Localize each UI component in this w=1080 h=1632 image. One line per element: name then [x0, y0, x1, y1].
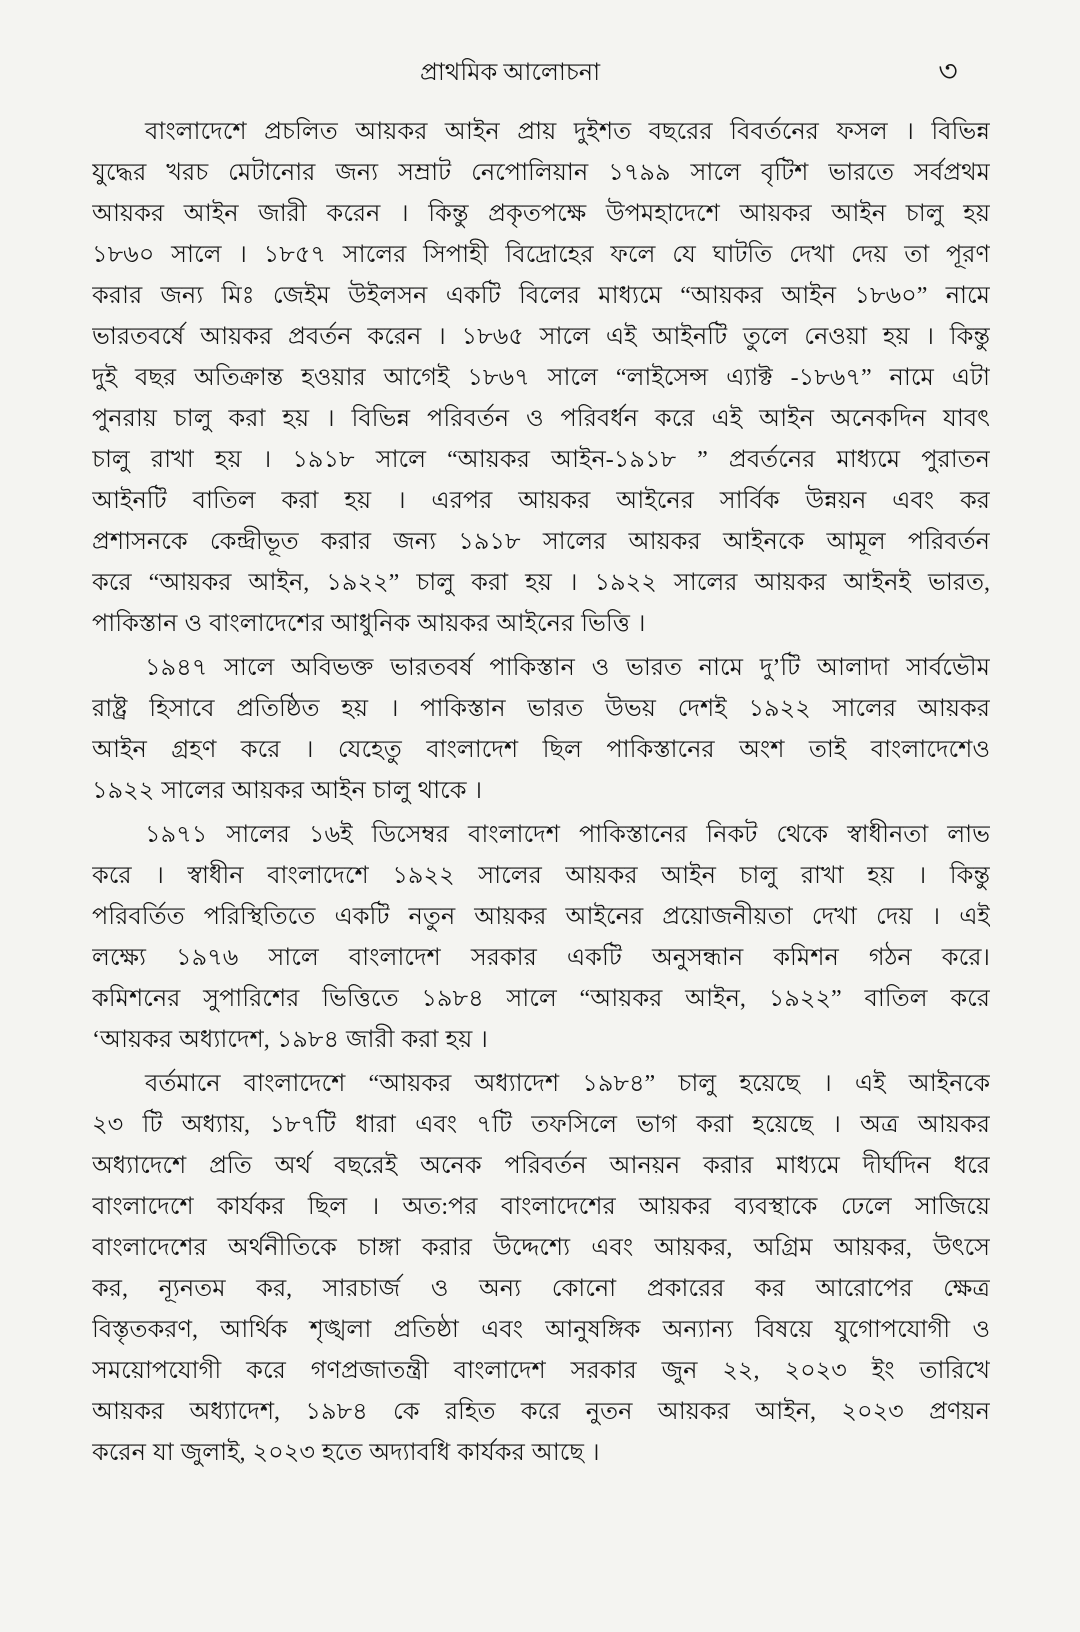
- text-line: করেন যা জুলাই, ২০২৩ হতে অদ্যাবধি কার্যকর আছে ।: [92, 1440, 600, 1466]
- text-line: পাকিস্তান ও বাংলাদেশের আধুনিক আয়কর আইনের ভিত্তি ।: [92, 611, 646, 637]
- text-line: ১৯৪৭ সালে অবিভক্ত ভারতবর্ষ পাকিস্তান ও ভারত নামে দু’টি আলাদা সার্বভৌম: [145, 655, 990, 681]
- text-line: লক্ষ্যে ১৯৭৬ সালে বাংলাদেশ সরকার একটি অনুসন্ধান কমিশন গঠন করে।: [92, 945, 990, 971]
- paragraph-2: [92, 648, 990, 812]
- text-line: করার জন্য মিঃ জেইম উইলসন একটি বিলের মাধ্যমে “আয়কর আইন ১৮৬০” নামে: [92, 283, 990, 309]
- text-line: কমিশনের সুপারিশের ভিত্তিতে ১৯৮৪ সালে “আয়কর আইন, ১৯২২” বাতিল করে: [92, 986, 990, 1012]
- page-number: ৩: [938, 55, 958, 88]
- paragraph-4: [92, 1064, 990, 1474]
- text-line: বাংলাদেশে কার্যকর ছিল । অত:পর বাংলাদেশের আয়কর ব্যবস্থাকে ঢেলে সাজিয়ে: [92, 1194, 990, 1220]
- body-text: [92, 112, 990, 1477]
- text-line: চালু রাখা হয় । ১৯১৮ সালে “আয়কর আইন-১৯১৮ ” প্রবর্তনের মাধ্যমে পুরাতন: [92, 447, 990, 473]
- text-line: ১৯৭১ সালের ১৬ই ডিসেম্বর বাংলাদেশ পাকিস্তানের নিকট থেকে স্বাধীনতা লাভ: [145, 822, 990, 848]
- text-line: বিস্তৃতকরণ, আর্থিক শৃঙ্খলা প্রতিষ্ঠা এবং আনুষঙ্গিক অন্যান্য বিষয়ে যুগোপযোগী ও: [92, 1317, 990, 1343]
- text-line: পুনরায় চালু করা হয় । বিভিন্ন পরিবর্তন ও পরিবর্ধন করে এই আইন অনেকদিন যাবৎ: [92, 406, 990, 432]
- text-line: বাংলাদেশের অর্থনীতিকে চাঙ্গা করার উদ্দেশ্যে এবং আয়কর, অগ্রিম আয়কর, উৎসে: [92, 1235, 990, 1261]
- running-header-title: প্রাথমিক আলোচনা: [419, 60, 601, 86]
- text-line: প্রশাসনকে কেন্দ্রীভূত করার জন্য ১৯১৮ সালের আয়কর আইনকে আমূল পরিবর্তন: [92, 529, 990, 555]
- text-line: অধ্যাদেশে প্রতি অর্থ বছরেই অনেক পরিবর্তন আনয়ন করার মাধ্যমে দীর্ঘদিন ধরে: [92, 1153, 990, 1179]
- text-line: ‘আয়কর অধ্যাদেশ, ১৯৮৪ জারী করা হয় ।: [92, 1027, 488, 1053]
- paragraph-3: [92, 815, 990, 1061]
- text-line: বাংলাদেশে প্রচলিত আয়কর আইন প্রায় দুইশত বছরের বিবর্তনের ফসল । বিভিন্ন: [145, 119, 990, 145]
- text-line: ২৩ টি অধ্যায়, ১৮৭টি ধারা এবং ৭টি তফসিলে ভাগ করা হয়েছে । অত্র আয়কর: [92, 1112, 990, 1138]
- text-line: সময়োপযোগী করে গণপ্রজাতন্ত্রী বাংলাদেশ সরকার জুন ২২, ২০২৩ ইং তারিখে: [92, 1358, 990, 1384]
- text-line: দুই বছর অতিক্রান্ত হওয়ার আগেই ১৮৬৭ সালে “লাইসেন্স এ্যাক্ট -১৮৬৭” নামে এটা: [92, 365, 990, 391]
- text-line: রাষ্ট্র হিসাবে প্রতিষ্ঠিত হয় । পাকিস্তান ভারত উভয় দেশই ১৯২২ সালের আয়কর: [92, 696, 990, 722]
- text-line: ভারতবর্ষে আয়কর প্রবর্তন করেন । ১৮৬৫ সালে এই আইনটি তুলে নেওয়া হয় । কিন্তু: [92, 324, 990, 350]
- text-line: করে । স্বাধীন বাংলাদেশে ১৯২২ সালের আয়কর আইন চালু রাখা হয় । কিন্তু: [92, 863, 990, 889]
- text-line: পরিবর্তিত পরিস্থিতিতে একটি নতুন আয়কর আইনের প্রয়োজনীয়তা দেখা দেয় । এই: [92, 904, 990, 930]
- text-line: আইন গ্রহণ করে । যেহেতু বাংলাদেশ ছিল পাকিস্তানের অংশ তাই বাংলাদেশেও: [92, 737, 990, 763]
- text-line: আয়কর অধ্যাদেশ, ১৯৮৪ কে রহিত করে নুতন আয়কর আইন, ২০২৩ প্রণয়ন: [92, 1399, 990, 1425]
- text-line: ১৯২২ সালের আয়কর আইন চালু থাকে ।: [92, 778, 483, 804]
- text-line: যুদ্ধের খরচ মেটানোর জন্য সম্রাট নেপোলিয়ান ১৭৯৯ সালে বৃটিশ ভারতে সর্বপ্রথম: [92, 160, 990, 186]
- text-line: বর্তমানে বাংলাদেশে “আয়কর অধ্যাদেশ ১৯৮৪” চালু হয়েছে । এই আইনকে: [145, 1071, 990, 1097]
- text-line: ১৮৬০ সালে । ১৮৫৭ সালের সিপাহী বিদ্রোহের ফলে যে ঘাটতি দেখা দেয় তা পূরণ: [92, 242, 990, 268]
- text-line: আইনটি বাতিল করা হয় । এরপর আয়কর আইনের সার্বিক উন্নয়ন এবং কর: [92, 488, 990, 514]
- paragraph-1: [92, 112, 990, 645]
- text-line: আয়কর আইন জারী করেন । কিন্তু প্রকৃতপক্ষে উপমহাদেশে আয়কর আইন চালু হয়: [92, 201, 990, 227]
- text-line: কর, ন্যূনতম কর, সারচার্জ ও অন্য কোনো প্রকারের কর আরোপের ক্ষেত্র: [92, 1276, 990, 1302]
- text-line: করে “আয়কর আইন, ১৯২২” চালু করা হয় । ১৯২২ সালের আয়কর আইনই ভারত,: [92, 570, 990, 596]
